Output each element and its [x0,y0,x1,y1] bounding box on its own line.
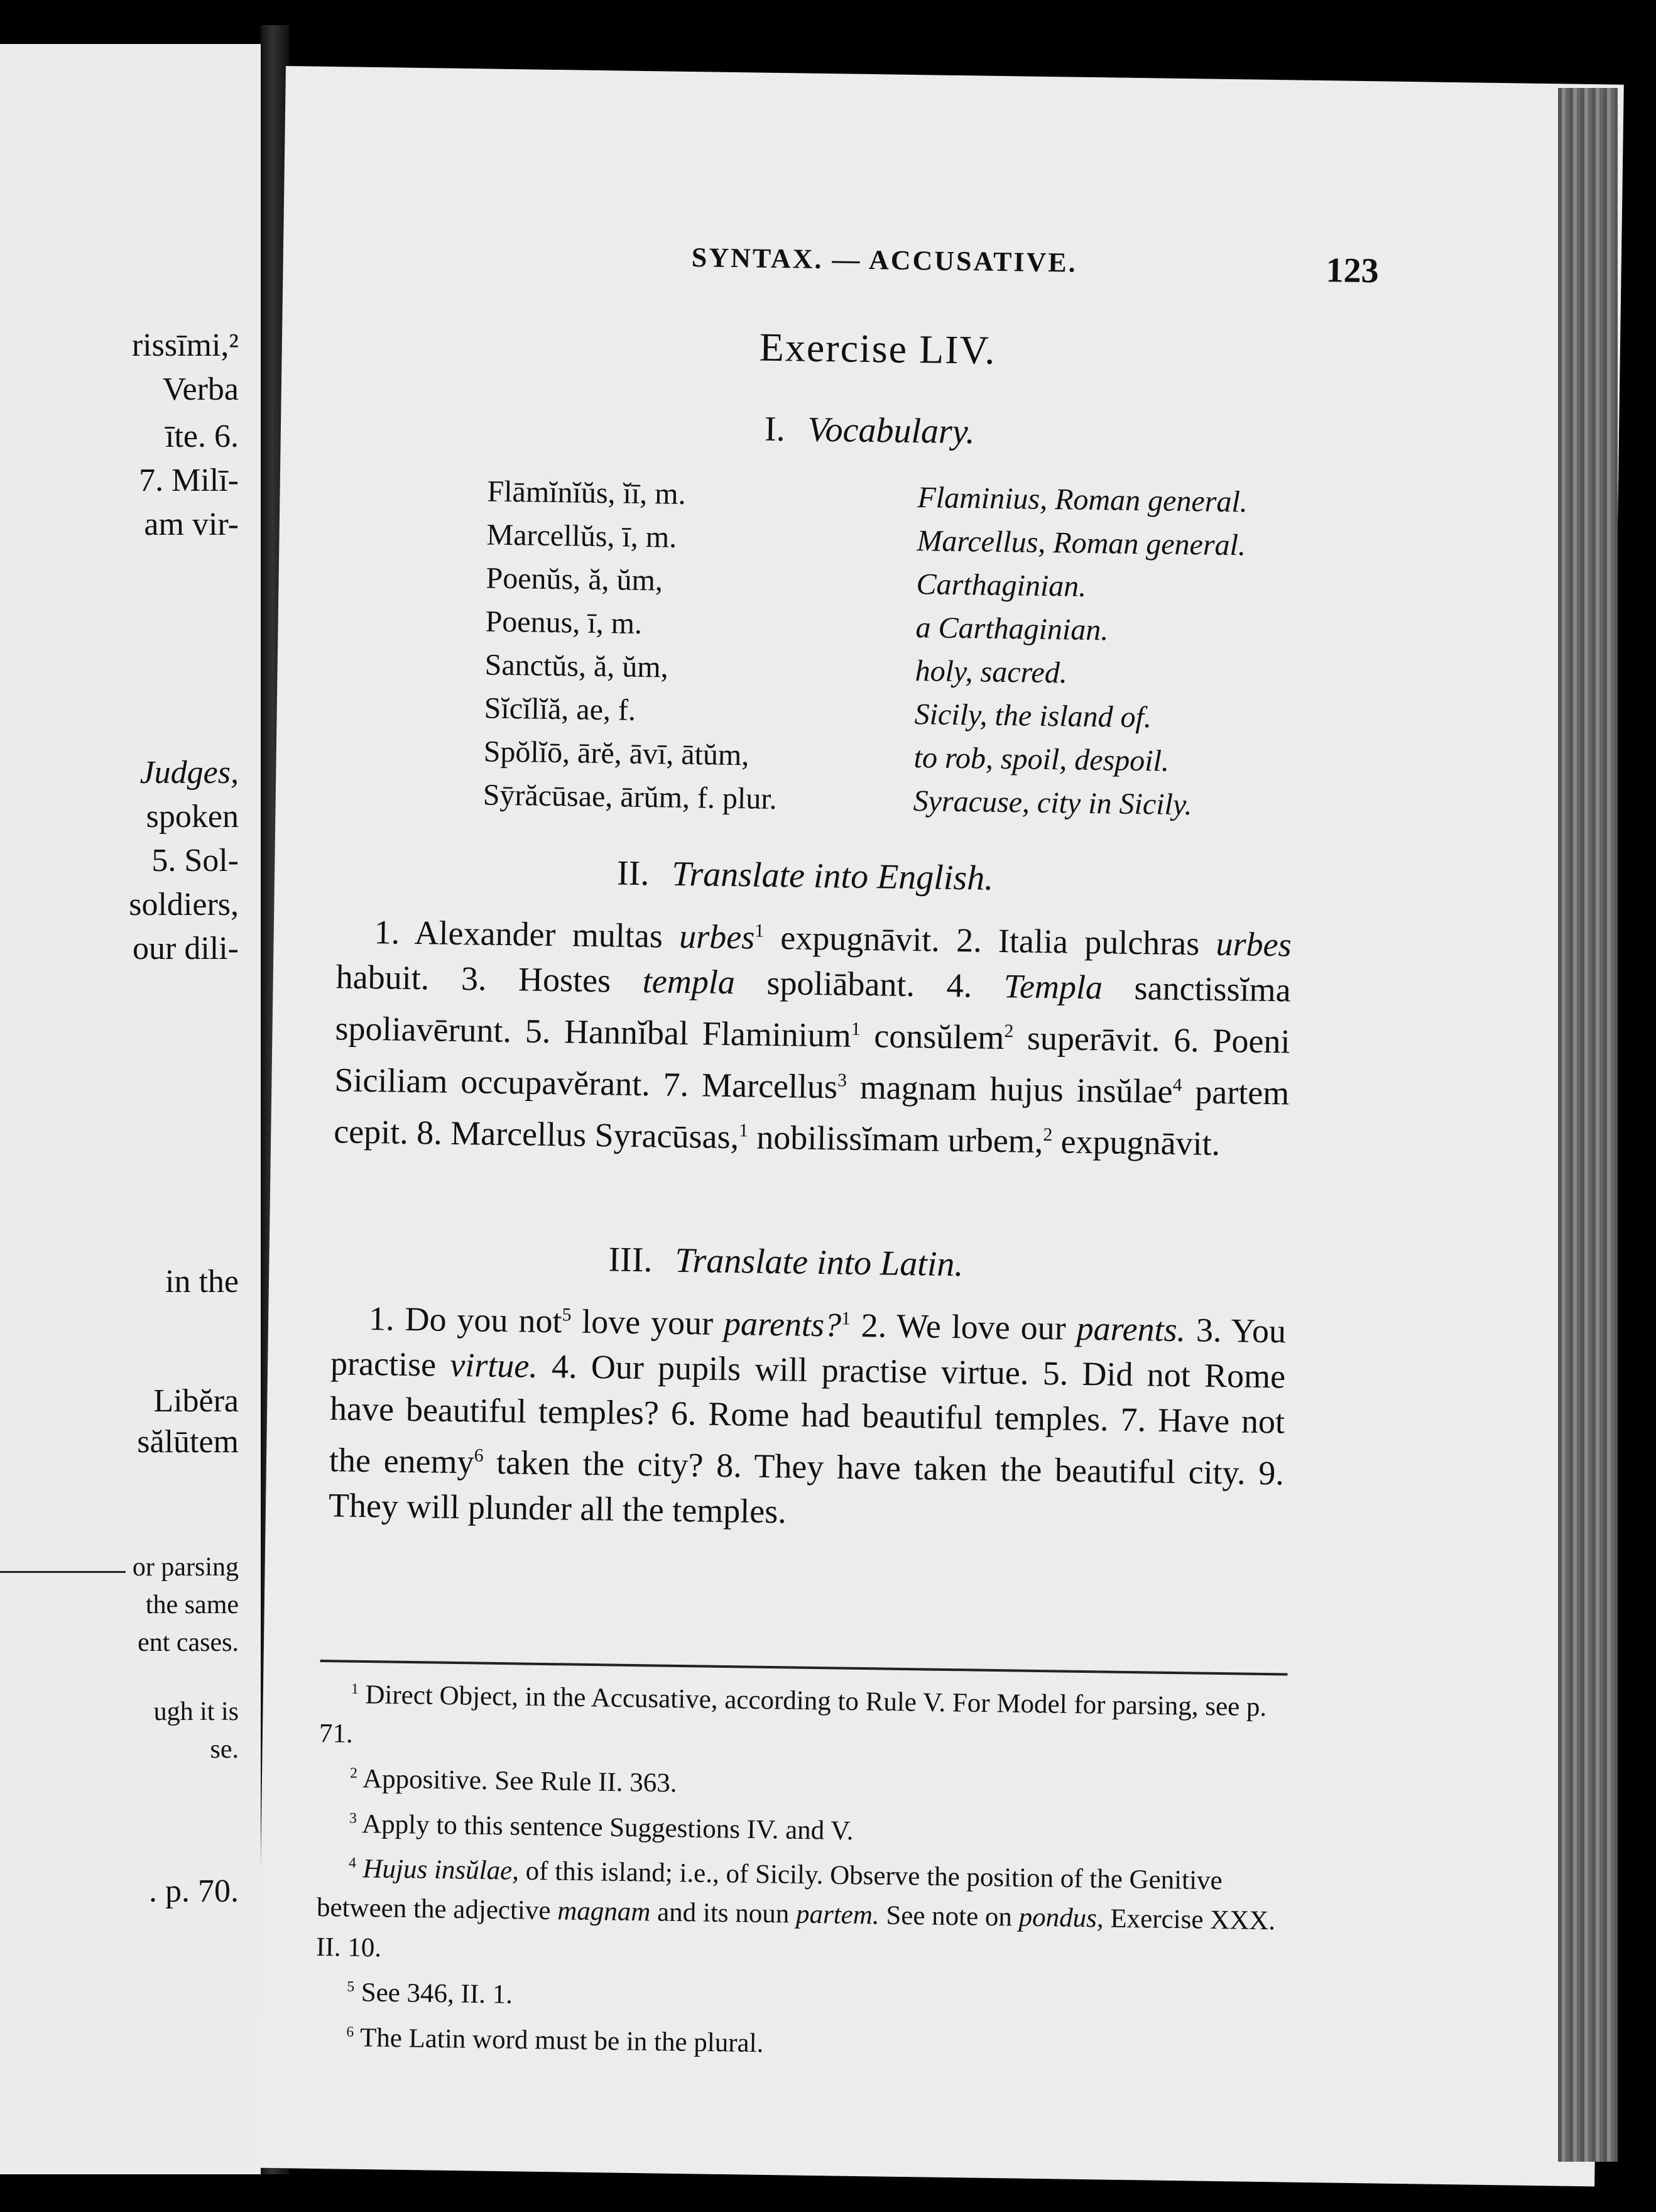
english-exercise-paragraph: 1. Alexander multas urbes$^1$ expugnāvit. 2. Italia pulchras urbes habuit. 3. Hostes templa spoliābant. 4. Templa sanctissĭma spoliavērunt. 5. Hannĭbal Flaminium$^1$ consŭlem$^2$ superāvit. 6. Poeni Siciliam occupavĕrant. 7. Marcellus$^3$ magnam hujus insŭlae$^4$ partem cepit. 8. Marcellus Syracūsas,$^1$ nobilissĭmam urbem,$^2$ expugnāvit. [333,913,1292,1163]
facing-page-line: soldiers, [129,887,239,923]
vocab-english-entry: to rob, spoil, despoil. [913,741,1170,778]
facing-page-line: or parsing [132,1553,239,1582]
page-edges [1558,88,1618,2162]
facing-page-line: 5. Sol- [151,843,239,879]
facing-page-line: ugh it is [153,1697,239,1726]
vocabulary-english-column [913,480,1248,831]
facing-page-line: ent cases. [138,1628,239,1657]
vocab-english-entry: a Carthaginian. [915,611,1109,647]
section-latin-heading [608,1239,964,1284]
facing-page-line: Verba [162,371,239,407]
vocab-latin-entry: Sĭcĭlĭă, ae, f. [484,691,636,727]
footnote: $^5$ See 346, II. 1. [347,1978,513,2010]
footnote: $^3$ Apply to this sentence Suggestions IV. and V. [349,1809,854,1846]
facing-page-fragment [0,44,263,2174]
vocabulary-latin-column [482,474,782,825]
facing-page-line: se. [210,1735,239,1764]
footnote: $^1$ Direct Object, in the Accusative, according to Rule V. For Model for parsing, see p. 71. [319,1680,1267,1749]
vocab-english-entry: Syracuse, city in Sicily. [913,784,1192,822]
footnotes [315,1669,1287,2070]
footnote: $^4$ Hujus insŭlae, of this island; i.e., of Sicily. Observe the position of the Genitive between the adjective magnam and its noun partem. See note on pondus, Exercise XXX. II. 10. [315,1854,1276,1963]
vocab-latin-entry: Sȳrăcūsae, ārŭm, f. plur. [482,778,778,816]
section-title: Vocabulary. [807,410,976,452]
facing-page-line: rissīmi,² [131,327,239,363]
facing-page-line: 7. Milī- [139,463,239,498]
facing-page-rule [0,1571,126,1573]
footnote: $^6$ The Latin word must be in the plural. [346,2022,764,2058]
page-number: 123 [1326,251,1380,291]
facing-page-line: the same [145,1591,239,1619]
section-title: Translate into Latin. [675,1240,964,1284]
section-title: Translate into English. [671,854,994,898]
vocab-latin-entry: Flāmĭnĭŭs, ĭī, m. [487,474,686,511]
section-numeral: III. [608,1240,653,1280]
facing-page-line: . p. 70. [149,1873,239,1909]
vocab-english-entry: holy, sacred. [915,654,1068,690]
section-vocabulary-heading [765,409,976,452]
facing-page-line: in the [165,1264,239,1300]
facing-page-line: spoken [146,799,239,835]
facing-page-line: īte. 6. [165,419,239,454]
footnote: $^2$ Appositive. See Rule II. 363. [349,1764,677,1799]
facing-page-line: our dili- [133,931,239,966]
vocab-english-entry: Carthaginian. [916,567,1087,603]
vocab-english-entry: Marcellus, Roman general. [917,524,1246,562]
section-english-heading [617,853,994,898]
vocab-english-entry: Flaminius, Roman general. [917,481,1248,519]
facing-page-line: Judges, [139,755,239,791]
facing-page-line: sălūtem [137,1424,239,1460]
latin-exercise-paragraph: 1. Do you not$^5$ love your parents?$^1$ 2. We love our parents. 3. You practise virtue. 4. Our pupils will practise virtue. 5. Did not Rome have beautiful temples? 6. Rome had beautiful temples. 7. Have not the enemy$^6$ taken the city? 8. They have taken the beautiful city. 9. They will plunder all the temples. [328,1300,1287,1531]
vocab-latin-entry: Poenus, ī, m. [485,605,643,641]
page-123 [256,66,1623,2186]
vocab-english-entry: Sicily, the island of. [914,698,1152,735]
facing-page-line: Libĕra [153,1383,239,1419]
section-numeral: II. [616,853,650,894]
vocab-latin-entry: Marcellŭs, ī, m. [486,518,677,554]
vocab-latin-entry: Poenŭs, ă, ŭm, [486,561,663,598]
section-numeral: I. [764,409,786,449]
running-head: SYNTAX. — ACCUSATIVE. [691,242,1077,278]
exercise-title: Exercise LIV. [759,324,996,373]
vocab-latin-entry: Sanctŭs, ă, ŭm, [484,648,669,684]
vocab-latin-entry: Spŏlĭō, ārĕ, āvī, ātŭm, [483,735,749,772]
facing-page-line: am vir- [144,506,239,542]
